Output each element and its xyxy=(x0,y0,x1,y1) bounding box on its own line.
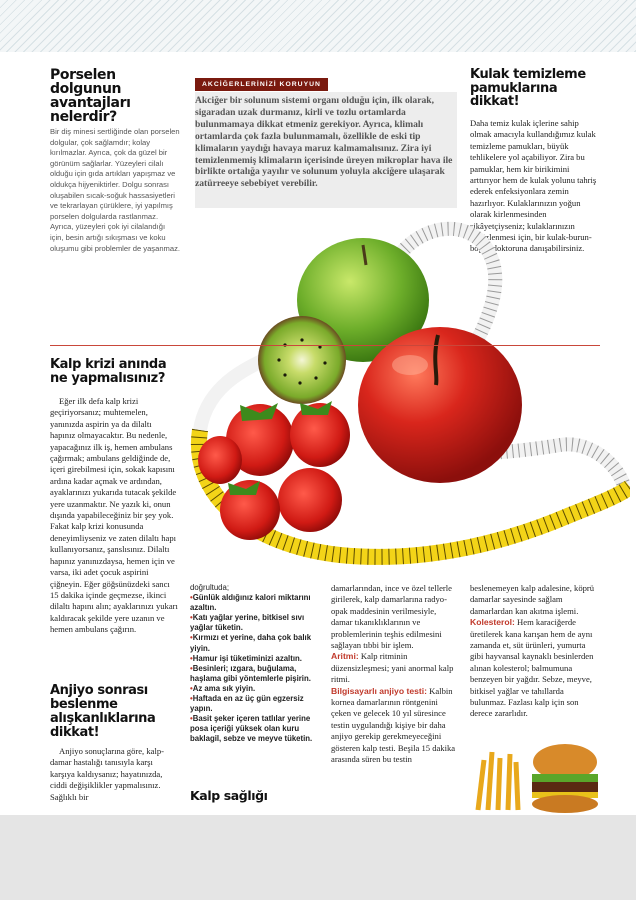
kulak-heading: Kulak temizleme pamuklarına dikkat! xyxy=(470,67,586,109)
akciger-body: Akciğer bir solunum sistemi organı olduğu için, ilk olarak, sigaradan uzak durmanız, kirli ve tozlu ortamlarda bulunmamaya dikkat etmeniz gerekiyor. Ayrıca, klimalı ortamlarda çok fazla bulunmamalı, özellikle de eski tip klimaların yaydığı havaya maruz kalmamalısınız. Zira iyi temizlenmemiş klimaların içerisinde üreyen mikroplar hava ile birlikte ortalığa yayılır ve solunum yoluyla akciğere ulaşarak zatürreeye sebebiyet verebilir. xyxy=(195,95,453,190)
section-divider xyxy=(50,345,600,346)
akciger-tag: AKCİĞERLERİNİZİ KORUYUN xyxy=(195,78,328,91)
glossary-column-4 xyxy=(470,583,600,720)
strawberry-3 xyxy=(278,468,342,532)
burger-bottom-bun xyxy=(532,795,598,813)
list-item: •Besinleri; ızgara, buğulama, haşlama gibi yöntemlerle pişirin. xyxy=(190,663,311,683)
list-item: •Haftada en az üç gün egzersiz yapın. xyxy=(190,694,304,714)
burger-patty xyxy=(532,782,598,792)
bottom-gray-area xyxy=(0,815,636,900)
anjiyo-heading: Anjiyo sonrası beslenme alışkanlıklarına dikkat! xyxy=(50,683,156,740)
porselen-body: Bir diş minesi sertliğinde olan porselen dolgular, çok sağlamdır; kolay kırılmazlar. Ayrıca, çok da güzel bir görünüm sağlarlar. Yüzeyleri cilalı olduğu için gıda artıkları yapışmaz ve oldukça hijyeniktirler. Dolgu sonrası oluşabilen sıcak-soğuk hassasiyetleri ve tekrarlayan çürüklere, iyi yapılmış porselen dolgularda rastlanmaz. Ayrıca, yüzeyleri çok iyi cilalandığı için, besin artığı sıkışması ve koku oluşumu gibi problemler de yaşanmaz. xyxy=(50,127,181,253)
strawberry-5 xyxy=(198,436,242,484)
anjiyo-body: Anjiyo sonuçlarına göre, kalp-damar hastalığı tanısıyla karşı karşıya kaldıysanız; hayatınızda, ciddi değişiklikler yapmalısınız. Sağlıklı bir xyxy=(50,746,165,802)
list-item: •Günlük aldığınız kalori miktarını azaltın. xyxy=(190,593,311,613)
diet-list-column xyxy=(190,583,320,745)
bilgisayarli-anjiyo-entry: Bilgisayarlı anjiyo testi: Kalbin kornea damarlarının röntgenini çeken ve gelecek 10 yıl süresince testin uygulandığı kişiye bir daha anjiyo gerekip gerekmeyeceğini gösteren kalp testi. Beşila 15 dakika arasında süren bu testin xyxy=(331,685,456,765)
list-intro: doğrultuda; xyxy=(190,583,230,592)
kiwi-slice xyxy=(258,316,346,404)
burger-lettuce xyxy=(532,774,598,782)
fruit-heart-svg xyxy=(170,215,630,585)
list-item: •Katı yağlar yerine, bitkisel sıvı yağlar tüketin. xyxy=(190,613,305,633)
list-item: •Basit şeker içeren tatlılar yerine posa içeriği yüksek olan kuru baklagil, sebze ve meyve tüketin. xyxy=(190,714,313,744)
col3-paragraph: damarlarından, ince ve özel tellerle girilerek, kalp damarlarına radyo-opak maddesinin verilmesiyle, damar tıkanıklıklarının ve problemlerinin teşhis edilmesini sağlayan tıbbi bir işlem. xyxy=(331,583,452,651)
bilgisayarli-anjiyo-label: Bilgisayarlı anjiyo testi: xyxy=(331,685,427,696)
list-item: •Kırmızı et yerine, daha çok balık yiyin. xyxy=(190,633,312,653)
kalp-sagligi-heading: Kalp sağlığı xyxy=(190,788,268,803)
list-item: •Hamur işi tüketiminizi azaltın. xyxy=(190,653,302,663)
red-apple-highlight xyxy=(392,355,428,375)
kulak-body: Daha temiz kulak içlerine sahip olmak amacıyla kullandığımız kulak temizleme pamukları, büyük tehlikelere yol açabiliyor. Zira bu pamuklar, hem kir birikimini arttırıyor hem de kulak yolunu tahriş ederek enfeksiyonlara zemin hazırlıyor. Kulaklarınızın yoğun olarak kirlenmesinden şikâyetçiyseniz; kulaklarınızın temizlenmesi için, bir kulak-burun-boğaz doktoruna danışabilirsiniz. xyxy=(470,118,597,254)
list-item: •Az ama sık yiyin. xyxy=(190,683,256,693)
aritmi-label: Aritmi: xyxy=(331,651,359,662)
aritmi-entry: Aritmi: Kalp ritminin düzensizleşmesi; yani anormal kalp ritmi. xyxy=(331,651,454,685)
kolesterol-label: Kolesterol: xyxy=(470,617,515,628)
col4-paragraph: beslenemeyen kalp adalesine, köprü damarlar sayesinde sağlam damarlardan kan akıtma işlemi. xyxy=(470,583,595,616)
glossary-column-3 xyxy=(331,583,459,766)
top-hatched-band xyxy=(0,0,636,52)
burger-fries-svg xyxy=(470,740,600,815)
red-apple xyxy=(358,327,522,483)
burger-fries-image xyxy=(470,740,600,815)
fruit-heart-illustration xyxy=(170,215,630,585)
porselen-heading: Porselen dolgunun avantajları nelerdir? xyxy=(50,67,131,125)
kalp-krizi-body: Eğer ilk defa kalp krizi geçiriyorsanız; muhtemelen, yanınızda aspirin ya da dilaltı hapınız olmayacaktır. Bu nedenle, yapacağınız ilk iş, hemen ambulans çağırmak; ambulans geldiğinde de, içeri girebilmesi için, sokak kapısını ardına kadar açmak ve ardından, ayaklarınızı yukarıda tutacak şekilde yere uzanmaktır. Ne yazık ki, onun dışında yapabileceğiniz bir şey yok. Fakat kalp krizi konusunda deneyimliyseniz ve zaten dilaltı hapı kullanıyorsanız, şanslısınız. Dilaltı hapınız yanınızdaysa, hemen için ve varsa, iki adet çocuk aspirini çiğneyin. Eğer göğsünüzdeki sancı 15 dakika içinde geçmezse, ikinci dilaltı hapını alın; ayaklarınızı yukarı kaldıracak şekilde yere uzanın ve hemen ambulans çağırın. xyxy=(50,396,178,635)
kalp-krizi-heading: Kalp krizi anında ne yapmalısınız? xyxy=(50,357,167,386)
kolesterol-entry: Kolesterol: Hem karaciğerde üretilerek kana karışan hem de aynı zamanda et, süt ürünleri, yumurta gibi hayvansal kaynaklı besinlerden alınan kolesterol; balmumuna benzeyen bir yağdır. Sebze, meyve, bitkisel yağlar ve tahıllarda bulunmaz. Fazlası kalp için son derece zararlıdır. xyxy=(470,617,594,719)
